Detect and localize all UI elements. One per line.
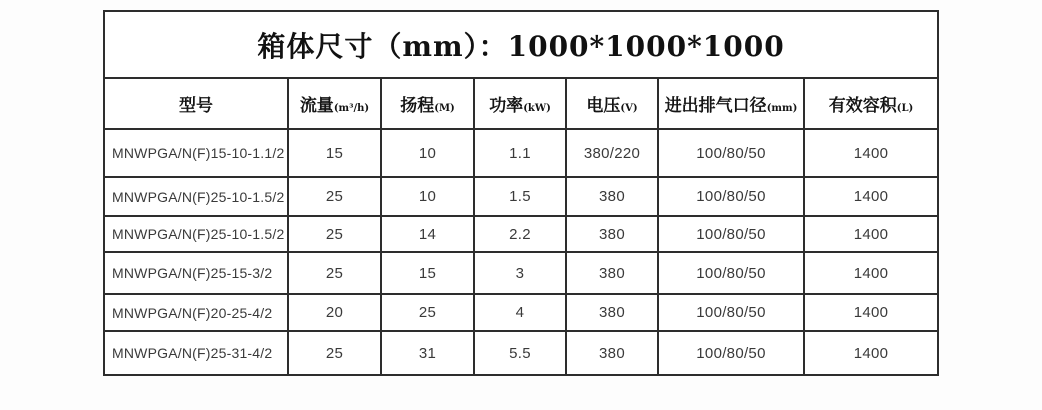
cell-head: 25 [381,294,474,331]
cell-power: 1.1 [474,129,566,177]
cell-port-diameter: 100/80/50 [658,294,804,331]
spec-table [103,10,939,376]
cell-head: 14 [381,216,474,252]
cell-voltage: 380/220 [566,129,658,177]
cell-effective-volume: 1400 [804,177,938,216]
cell-model: MNWPGA/N(F)25-10-1.5/2 [104,177,288,216]
col-header-port-diameter-unit: (mm) [766,103,798,114]
col-header-flow [288,78,381,129]
table-row [104,294,938,331]
cell-power: 1.5 [474,177,566,216]
cell-port-diameter: 100/80/50 [658,216,804,252]
cell-power: 3 [474,252,566,294]
cell-voltage: 380 [566,294,658,331]
cell-port-diameter: 100/80/50 [658,177,804,216]
col-header-port-diameter [658,78,804,129]
cell-head: 10 [381,177,474,216]
cell-power: 2.2 [474,216,566,252]
table-title-row [104,11,938,78]
cell-model: MNWPGA/N(F)15-10-1.1/2 [104,129,288,177]
col-header-effective-volume [804,78,938,129]
cell-port-diameter: 100/80/50 [658,331,804,375]
cell-head: 31 [381,331,474,375]
cell-port-diameter: 100/80/50 [658,252,804,294]
table-row [104,252,938,294]
cell-flow: 25 [288,177,381,216]
table-header-row [104,78,938,129]
col-header-port-diameter-label: 进出排气口径 [664,96,767,116]
cell-power: 5.5 [474,331,566,375]
cell-flow: 25 [288,216,381,252]
cell-effective-volume: 1400 [804,129,938,177]
cell-model: MNWPGA/N(F)25-31-4/2 [104,331,288,375]
cell-voltage: 380 [566,331,658,375]
col-header-head-label: 扬程 [400,96,435,116]
col-header-power-unit: (kW) [523,103,551,114]
cell-voltage: 380 [566,177,658,216]
table-title: 箱体尺寸（mm）：1000*1000*1000 [104,11,938,78]
col-header-head-unit: (M) [434,103,455,114]
col-header-voltage-unit: (V) [620,103,638,114]
col-header-power-label: 功率 [489,96,524,116]
col-header-effective-volume-label: 有效容积 [828,96,897,116]
spec-table-panel [103,10,937,376]
cell-effective-volume: 1400 [804,331,938,375]
cell-model: MNWPGA/N(F)25-10-1.5/2 [104,216,288,252]
cell-flow: 15 [288,129,381,177]
col-header-head [381,78,474,129]
col-header-voltage [566,78,658,129]
cell-head: 15 [381,252,474,294]
cell-model: MNWPGA/N(F)25-15-3/2 [104,252,288,294]
cell-flow: 20 [288,294,381,331]
cell-voltage: 380 [566,216,658,252]
col-header-flow-label: 流量 [299,96,334,116]
cell-effective-volume: 1400 [804,216,938,252]
cell-voltage: 380 [566,252,658,294]
table-row [104,129,938,177]
cell-head: 10 [381,129,474,177]
cell-power: 4 [474,294,566,331]
table-row [104,177,938,216]
table-row [104,331,938,375]
col-header-model [104,78,288,129]
cell-flow: 25 [288,252,381,294]
table-row [104,216,938,252]
cell-effective-volume: 1400 [804,294,938,331]
col-header-voltage-label: 电压 [586,96,621,116]
col-header-model-label: 型号 [179,96,213,116]
cell-port-diameter: 100/80/50 [658,129,804,177]
col-header-power [474,78,566,129]
col-header-effective-volume-unit: (L) [896,103,914,114]
cell-effective-volume: 1400 [804,252,938,294]
cell-flow: 25 [288,331,381,375]
col-header-flow-unit: (m³/h) [333,103,370,114]
cell-model: MNWPGA/N(F)20-25-4/2 [104,294,288,331]
